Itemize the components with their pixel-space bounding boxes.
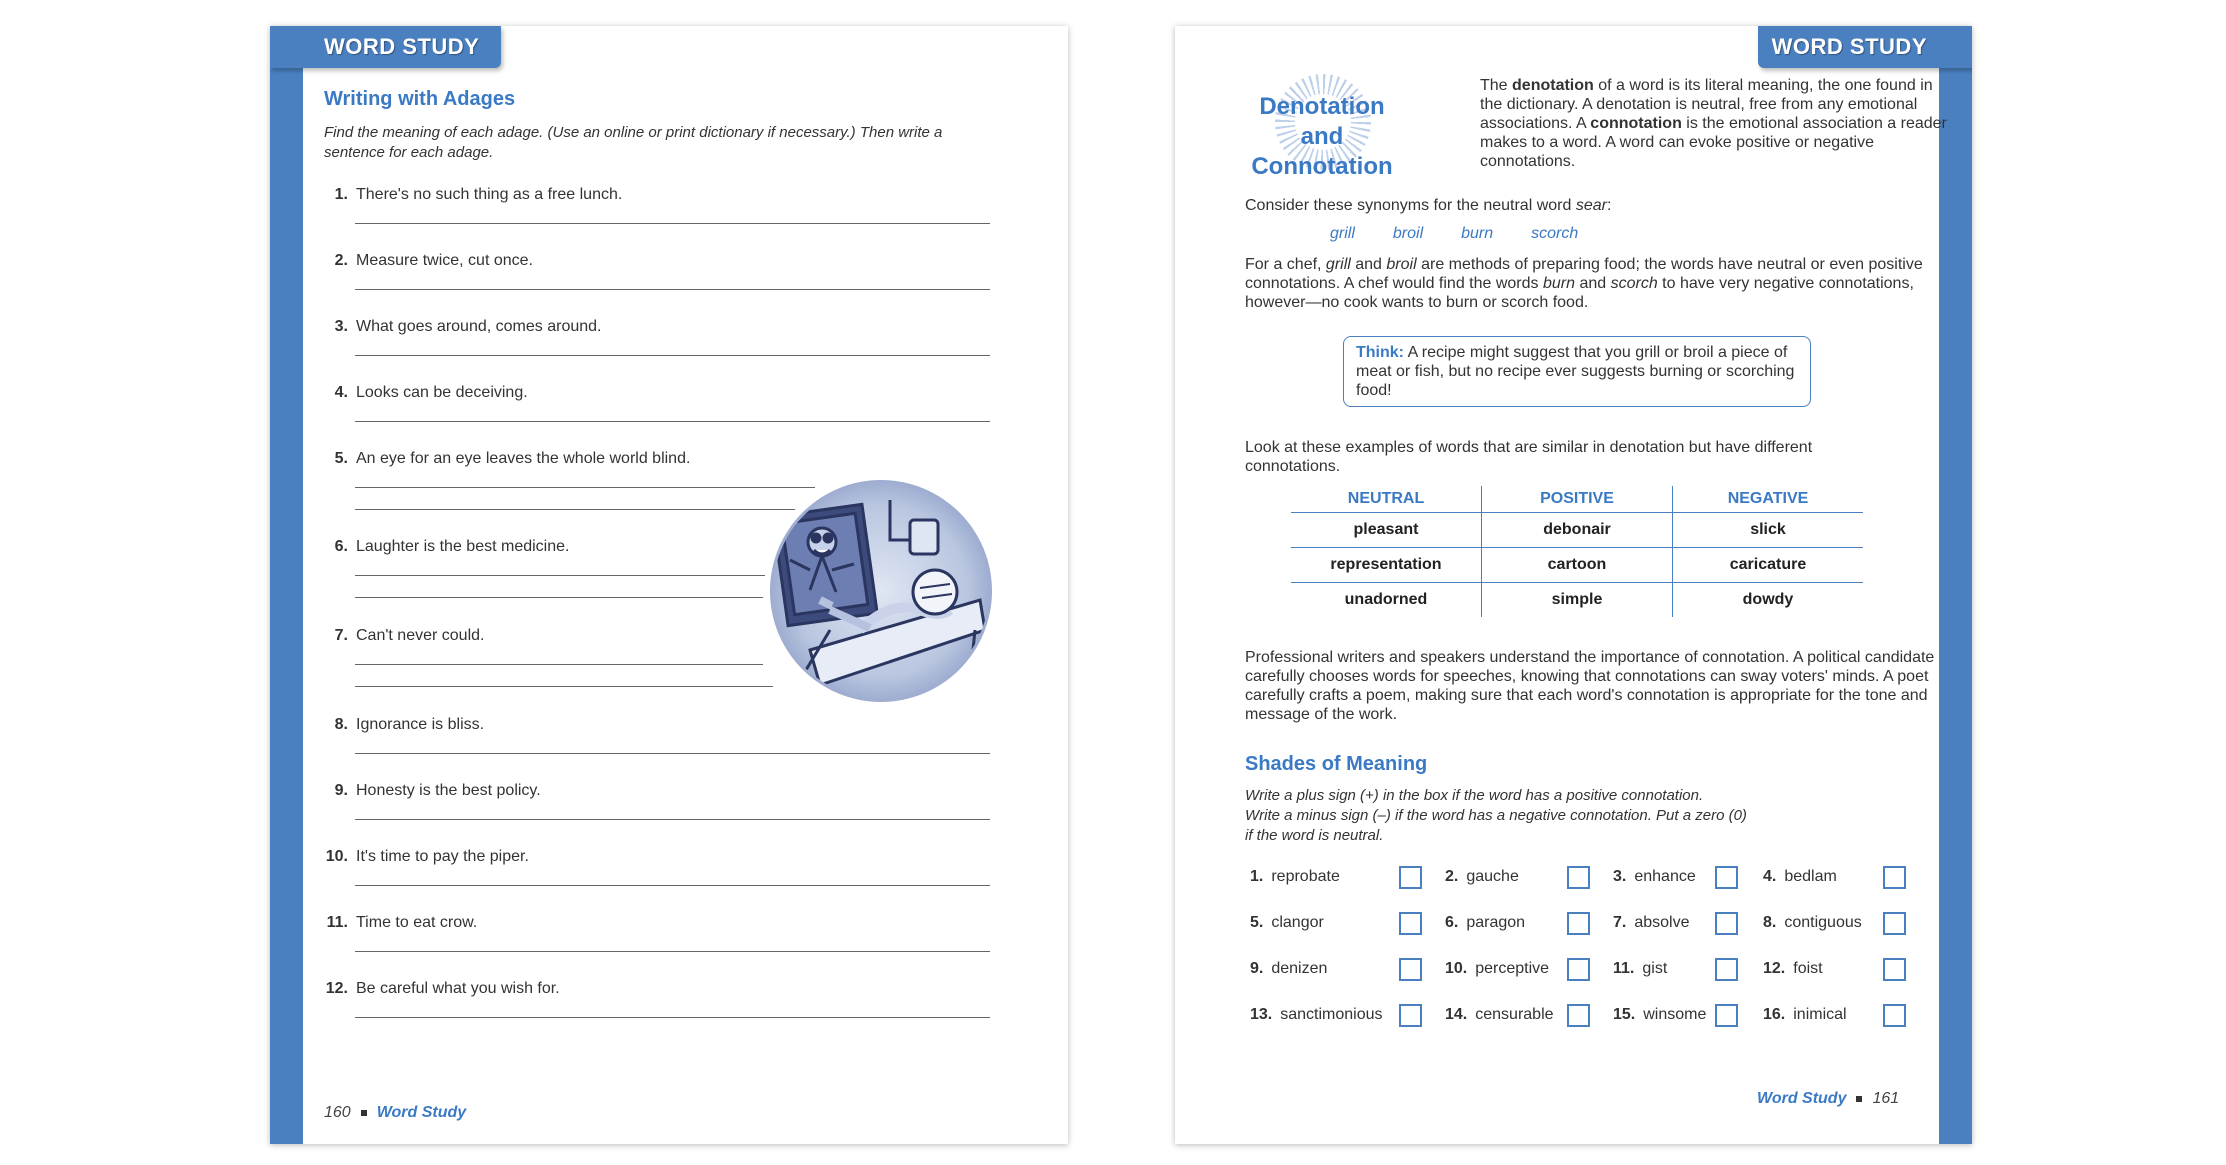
word-number: 16.	[1763, 1006, 1786, 1023]
word-text: reprobate	[1271, 868, 1340, 885]
synonym-item: scorch	[1531, 225, 1579, 242]
left-footer	[324, 1104, 466, 1122]
word-number: 15.	[1613, 1006, 1636, 1023]
answer-line[interactable]	[355, 951, 990, 952]
left-page	[270, 26, 1068, 1144]
adage-number: 7.	[334, 627, 348, 644]
shades-instructions: Write a plus sign (+) in the box if the word has a positive connotation. Write a minus sign (–) if the word has a negative connotation. Put a zero (0) if the word is neutral.	[1245, 787, 1747, 844]
negative-header: NEGATIVE	[1673, 486, 1864, 513]
adage-text: Honesty is the best policy.	[356, 782, 541, 799]
connotation-answer-box[interactable]	[1715, 912, 1738, 935]
answer-line[interactable]	[355, 819, 990, 820]
table-cell: pleasant	[1291, 513, 1482, 548]
word-text: censurable	[1475, 1006, 1554, 1023]
adage-text: Looks can be deceiving.	[356, 384, 528, 401]
cartoon-illustration	[770, 480, 992, 702]
word-item	[1445, 914, 1525, 932]
word-number: 10.	[1445, 960, 1468, 977]
hospital-cartoon-image	[770, 480, 992, 702]
word-text: winsome	[1643, 1006, 1707, 1023]
word-text: perceptive	[1475, 960, 1550, 977]
word-text: clangor	[1271, 914, 1324, 931]
word-text: gauche	[1466, 868, 1519, 885]
answer-line[interactable]	[355, 421, 990, 422]
adage-item	[322, 252, 533, 270]
word-item	[1763, 868, 1837, 886]
connotation-answer-box[interactable]	[1399, 866, 1422, 889]
adage-text: Can't never could.	[356, 627, 485, 644]
word-item	[1613, 868, 1696, 886]
synonym-item: grill	[1330, 225, 1355, 242]
word-text: foist	[1793, 960, 1823, 977]
connotation-answer-box[interactable]	[1399, 912, 1422, 935]
right-page-number: 161	[1872, 1090, 1900, 1107]
positive-header: POSITIVE	[1482, 486, 1673, 513]
word-text: contiguous	[1784, 914, 1862, 931]
table-cell: representation	[1291, 548, 1482, 583]
left-footer-label: Word Study	[376, 1104, 467, 1121]
answer-line[interactable]	[355, 597, 763, 598]
connotation-answer-box[interactable]	[1399, 958, 1422, 981]
table-row	[1291, 513, 1863, 548]
answer-line[interactable]	[355, 575, 765, 576]
adage-item	[322, 914, 477, 932]
word-text: enhance	[1634, 868, 1696, 885]
adage-number: 3.	[334, 318, 348, 335]
answer-line[interactable]	[355, 509, 795, 510]
word-number: 11.	[1613, 960, 1635, 977]
word-text: denizen	[1271, 960, 1328, 977]
professional-writers-paragraph: Professional writers and speakers understand the importance of connotation. A political candidate carefully chooses words for speeches, knowing that connotations can sway voters' minds. A poet carefully crafts a poem, making sure that each word's connotation is appropriate for the tone and message of the work.	[1245, 649, 1935, 723]
adage-number: 4.	[334, 384, 348, 401]
table-cell: cartoon	[1482, 548, 1673, 583]
answer-line[interactable]	[355, 753, 990, 754]
adage-item	[322, 450, 690, 468]
word-item	[1250, 960, 1327, 978]
word-item	[1763, 1006, 1847, 1024]
right-footer-label: Word Study	[1757, 1090, 1847, 1107]
word-text: sanctimonious	[1280, 1006, 1383, 1023]
adage-text: Measure twice, cut once.	[356, 252, 533, 269]
adage-item	[322, 318, 601, 336]
adage-text: There's no such thing as a free lunch.	[356, 186, 623, 203]
badge-title: Denotation and Connotation	[1251, 93, 1393, 180]
connotation-answer-box[interactable]	[1567, 1004, 1590, 1027]
right-page-color-strip	[1939, 26, 1972, 1144]
connotation-answer-box[interactable]	[1715, 866, 1738, 889]
table-cell: unadorned	[1344, 591, 1428, 608]
word-number: 6.	[1445, 914, 1459, 931]
right-page	[1175, 26, 1972, 1144]
adage-item	[322, 186, 622, 204]
synonym-item: broil	[1392, 225, 1424, 242]
connotation-answer-box[interactable]	[1883, 912, 1906, 935]
answer-line[interactable]	[355, 223, 990, 224]
word-item	[1445, 1006, 1554, 1024]
connotation-answer-box[interactable]	[1399, 1004, 1422, 1027]
adage-number: 9.	[334, 782, 348, 799]
word-number: 4.	[1763, 868, 1777, 885]
word-text: paragon	[1466, 914, 1526, 931]
answer-line[interactable]	[355, 355, 990, 356]
adage-text: It's time to pay the piper.	[356, 848, 529, 865]
answer-line[interactable]	[355, 686, 773, 687]
adage-text: Be careful what you wish for.	[356, 980, 560, 997]
adage-number: 8.	[334, 716, 348, 733]
word-item	[1763, 960, 1823, 978]
look-paragraph: Look at these examples of words that are similar in denotation but have different connotations.	[1245, 439, 1813, 475]
word-item	[1613, 914, 1690, 932]
adage-number: 1.	[334, 186, 348, 203]
footer-separator	[1856, 1096, 1862, 1102]
word-item	[1250, 1006, 1383, 1024]
word-text: absolve	[1634, 914, 1690, 931]
neutral-header: NEUTRAL	[1291, 486, 1482, 513]
table-cell: caricature	[1673, 548, 1864, 583]
adage-item	[322, 782, 541, 800]
table-cell: slick	[1673, 513, 1864, 548]
adage-text: Ignorance is bliss.	[356, 716, 485, 733]
word-number: 7.	[1613, 914, 1627, 931]
left-word-study-tab: WORD STUDY	[270, 26, 501, 68]
adage-number: 2.	[334, 252, 348, 269]
connotation-answer-box[interactable]	[1567, 912, 1590, 935]
table-cell: simple	[1482, 583, 1673, 618]
adage-text: Laughter is the best medicine.	[356, 538, 570, 555]
connotation-answer-box[interactable]	[1715, 958, 1738, 981]
answer-line[interactable]	[355, 487, 815, 488]
definition-paragraph: The denotation of a word is its literal meaning, the one found in the dictionary. A denotation is neutral, free from any emotional associations. A connotation is the emotional association a reader makes to a word. A word can evoke positive or negative connotations.	[1480, 77, 1947, 170]
adage-number: 11.	[326, 914, 348, 931]
word-number: 13.	[1250, 1006, 1273, 1023]
connotation-answer-box[interactable]	[1567, 866, 1590, 889]
footer-separator	[361, 1110, 367, 1116]
word-number: 14.	[1445, 1006, 1468, 1023]
answer-line[interactable]	[355, 289, 990, 290]
right-footer	[1757, 1090, 1899, 1108]
adage-number: 5.	[334, 450, 348, 467]
right-word-study-tab: WORD STUDY	[1758, 26, 1972, 68]
adage-item	[322, 716, 484, 734]
word-item	[1445, 868, 1519, 886]
adage-text: Time to eat crow.	[356, 914, 478, 931]
synonym-list	[1330, 225, 1616, 243]
adage-text: What goes around, comes around.	[356, 318, 602, 335]
denotation-connotation-badge	[1237, 78, 1397, 180]
adage-item	[322, 384, 528, 402]
adage-number: 6.	[334, 538, 348, 555]
word-number: 2.	[1445, 868, 1459, 885]
adages-instructions: Find the meaning of each adage. (Use an online or print dictionary if necessary.) Then write a sentence for each adage.	[324, 124, 943, 161]
table-row	[1291, 548, 1863, 583]
word-number: 3.	[1613, 868, 1627, 885]
word-text: inimical	[1793, 1006, 1847, 1023]
adage-text: An eye for an eye leaves the whole world blind.	[356, 450, 691, 467]
connotation-answer-box[interactable]	[1715, 1004, 1738, 1027]
adage-item	[322, 538, 569, 556]
word-item	[1250, 914, 1324, 932]
word-item	[1250, 868, 1340, 886]
shades-of-meaning-heading: Shades of Meaning	[1245, 753, 1428, 775]
connotation-answer-box[interactable]	[1567, 958, 1590, 981]
word-item	[1763, 914, 1862, 932]
think-label: Think:	[1356, 344, 1404, 361]
connotation-answer-box[interactable]	[1883, 866, 1906, 889]
left-page-number: 160	[324, 1104, 351, 1121]
connotation-answer-box[interactable]	[1883, 958, 1906, 981]
consider-synonyms-line: Consider these synonyms for the neutral word sear:	[1245, 197, 1612, 214]
word-item	[1613, 1006, 1706, 1024]
word-number: 1.	[1250, 868, 1264, 885]
table-cell: dowdy	[1673, 583, 1864, 618]
answer-line[interactable]	[355, 1017, 990, 1018]
word-item	[1445, 960, 1549, 978]
adage-number: 12.	[325, 980, 348, 997]
word-number: 9.	[1250, 960, 1264, 977]
adage-number: 10.	[325, 848, 348, 865]
think-callout-box: Think: A recipe might suggest that you grill or broil a piece of meat or fish, but no recipe ever suggests burning or scorching food!	[1343, 336, 1811, 407]
writing-with-adages-heading: Writing with Adages	[324, 88, 516, 110]
connotation-table	[1291, 486, 1863, 617]
connotation-answer-box[interactable]	[1883, 1004, 1906, 1027]
word-number: 5.	[1250, 914, 1264, 931]
left-page-color-strip	[270, 26, 303, 1144]
table-row	[1291, 583, 1863, 618]
answer-line[interactable]	[355, 885, 990, 886]
word-number: 8.	[1763, 914, 1777, 931]
word-text: bedlam	[1784, 868, 1837, 885]
word-number: 12.	[1763, 960, 1786, 977]
word-item	[1613, 960, 1667, 978]
word-text: gist	[1642, 960, 1668, 977]
table-cell: debonair	[1482, 513, 1673, 548]
adage-item	[322, 980, 560, 998]
chef-paragraph: For a chef, grill and broil are methods of preparing food; the words have neutral or even positive connotations. A chef would find the words burn and scorch to have very negative connotations, however—no cook wants to burn or scorch food.	[1245, 256, 1923, 311]
answer-line[interactable]	[355, 664, 763, 665]
adage-item	[322, 627, 484, 645]
synonym-item: burn	[1461, 225, 1494, 242]
adage-item	[322, 848, 529, 866]
